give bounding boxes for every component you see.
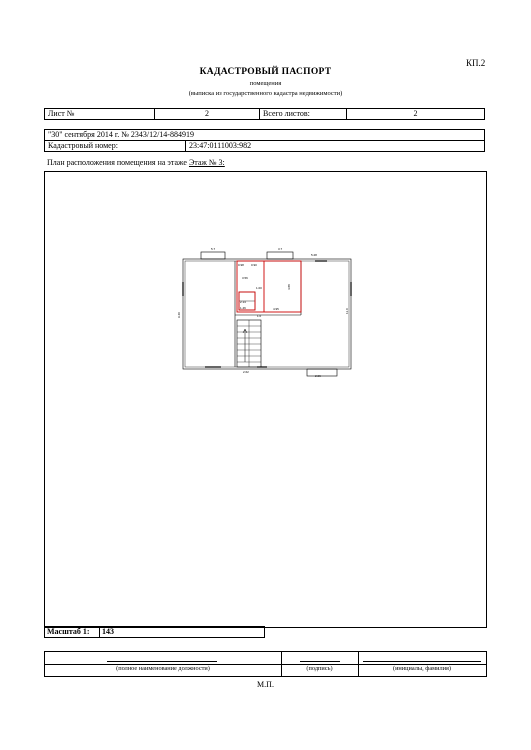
- date-number-line: "30" сентября 2014 г. № 2343/12/14-884919: [45, 130, 485, 141]
- floor-plan-drawing: [45, 172, 486, 627]
- scale-label: Масштаб 1:: [47, 627, 90, 636]
- stamp-place: М.П.: [257, 680, 274, 689]
- sign-caption: (подпись): [306, 665, 333, 672]
- dim-label: 2.62: [243, 370, 249, 374]
- signature-block: [44, 651, 487, 677]
- dim-label: 4.95: [273, 307, 279, 311]
- record-table: [44, 129, 485, 152]
- name-line: [363, 661, 481, 662]
- dim-label: 4.88: [287, 284, 291, 290]
- dim-label: 3.7: [278, 247, 283, 251]
- name-caption: (инициалы, фамилия): [392, 665, 452, 672]
- sheet-table: [44, 108, 485, 120]
- form-code: КП.2: [466, 58, 486, 68]
- dim-label: 0.90: [251, 263, 257, 267]
- building-outline: [183, 259, 351, 369]
- signature-line: [300, 661, 340, 662]
- plan-caption-text: План расположения помещения на этаже: [47, 158, 187, 167]
- total-sheets-value: 2: [347, 109, 485, 120]
- sheet-number-label: Лист №: [45, 109, 155, 120]
- dim-label: 2.14: [240, 300, 246, 304]
- scale-box: [44, 626, 265, 638]
- dim-label: 1.0: [257, 314, 262, 318]
- scale-value: 143: [102, 627, 114, 636]
- scale-divider: [99, 627, 100, 637]
- building-outline-inner: [185, 261, 349, 367]
- position-caption: (полное наименование должности): [116, 665, 210, 672]
- document-title: КАДАСТРОВЫЙ ПАСПОРТ: [199, 67, 332, 77]
- signature-col-divider: [281, 652, 282, 676]
- dim-label: 1.46: [240, 306, 246, 310]
- plan-floor: Этаж № 3:: [188, 158, 225, 167]
- sheet-number-value: 2: [155, 109, 260, 120]
- cadastral-number-label: Кадастровый номер:: [45, 141, 186, 152]
- signature-col-divider: [358, 652, 359, 676]
- total-sheets-label: Всего листов:: [260, 109, 347, 120]
- dim-label: 1.00: [256, 286, 262, 290]
- windows: [183, 261, 351, 367]
- dim-label: 5.7: [211, 247, 216, 251]
- highlighted-premises: [237, 261, 301, 312]
- plan-caption: [47, 158, 225, 167]
- dim-label: 0.98: [238, 263, 244, 267]
- plan-frame: [44, 171, 487, 628]
- premises-outline: [237, 261, 301, 312]
- cadastral-number-value: 23:47:0111003:982: [186, 141, 485, 152]
- dim-label: 9.40: [177, 312, 181, 318]
- dim-label: 2.06: [315, 374, 321, 378]
- balcony-top-left: [201, 252, 225, 259]
- position-line: [107, 661, 217, 662]
- dim-label: 5.28: [311, 253, 317, 257]
- dim-label: 3.56: [242, 276, 248, 280]
- dim-label: 11.0: [345, 308, 349, 314]
- document-subtitle: помещения: [249, 80, 282, 87]
- dimension-labels: [177, 247, 349, 378]
- document-subtitle-note: (выписка из государственного кадастра недвижимости): [188, 90, 343, 97]
- balcony-bottom: [307, 369, 337, 376]
- stair-arrow: [243, 329, 247, 362]
- balcony-top-right: [267, 252, 293, 259]
